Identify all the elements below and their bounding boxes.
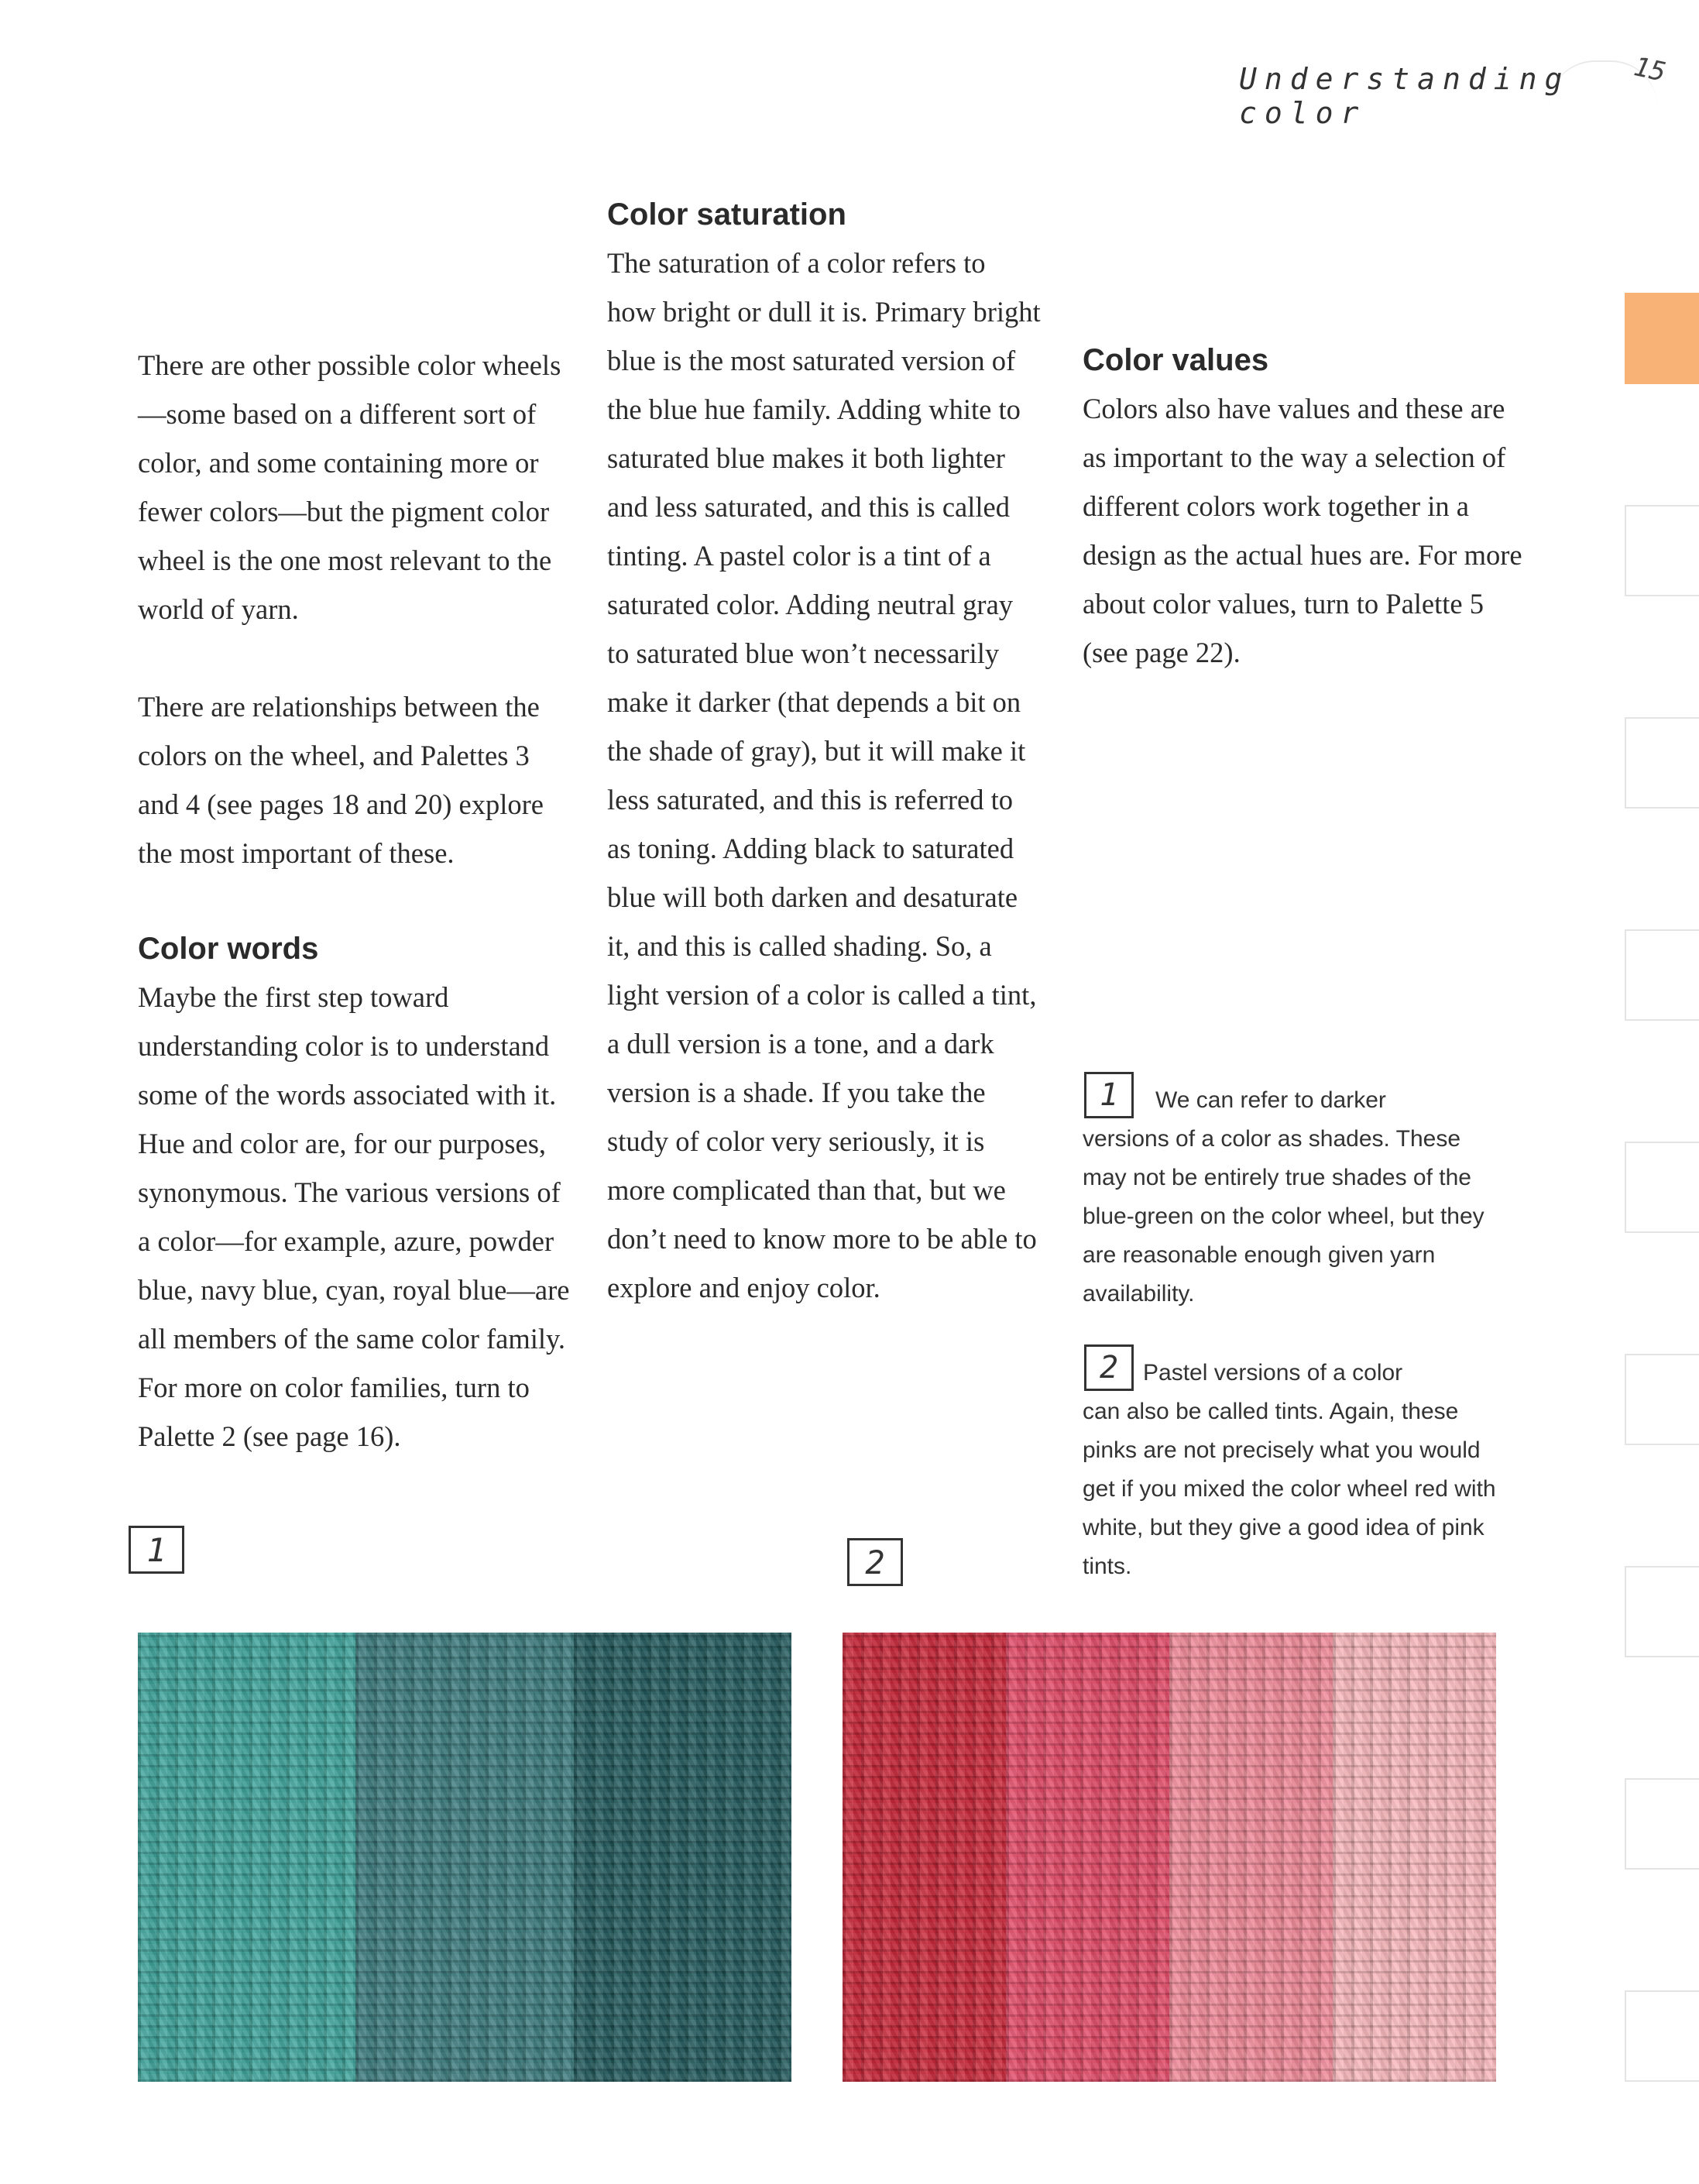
chapter-tab[interactable] [1625,505,1699,596]
chapter-tab[interactable] [1625,1566,1699,1657]
body-paragraph: Colors also have values and these are as important to the way a selection of different colors work together in a design as the actual hues are. For more about color values, turn to Palette 5 (see page 22). [1083,393,1522,668]
running-head: Understanding color [1239,62,1570,130]
body-paragraph: There are relationships between the colors on the wheel, and Palettes 3 and 4 (see pages 18 and 20) explore the most important of these. [138,691,544,869]
swatch-band [1006,1633,1169,2082]
caption-text: can also be called tints. Again, these pinks are not precisely what you would get if you mixed the color wheel red with white, but they give a good idea of pink tints. [1083,1399,1496,1579]
body-paragraph: There are other possible color wheels—some based on a different sort of color, and some containing more or fewer colors—but the pigment color wheel is the one most relevant to the world of yarn. [138,349,561,625]
left-column [138,341,571,1461]
right-column [1083,341,1532,677]
swatch-band [138,1633,355,2082]
body-paragraph: The saturation of a color refers to how bright or dull it is. Primary bright blue is the most saturated version of the blue hue family. Adding white to saturated blue makes it both lighter and less saturated, and this is called tinting. A pastel color is a tint of a saturated color. Adding neutral gray to saturated blue won’t necessarily make it darker (that depends a bit on the shade of gray), but it will make it less saturated, and this is referred to as toning. Adding black to saturated blue will both darken and desaturate it, and this is called shading. So, a light version of a color is called a tint, a dull version is a tone, and a dark version is a shade. If you take the study of color very seriously, it is more complicated than that, but we don’t need to know more to be able to explore and enjoy color. [607,247,1041,1303]
swatch-band [843,1633,1006,2082]
caption [1083,1354,1501,1586]
knit-swatch-blue-green-shades [138,1633,791,2082]
chapter-tab[interactable] [1625,717,1699,809]
swatch-band [355,1633,573,2082]
caption-number-box: 2 [1084,1344,1134,1391]
chapter-tab[interactable] [1625,1142,1699,1233]
image-label-box: 2 [847,1538,903,1586]
section-heading-color-values: Color values [1083,343,1269,377]
swatch-band [574,1633,791,2082]
caption [1083,1081,1501,1313]
image-label-box: 1 [129,1526,184,1574]
page-number: 15 [1631,51,1669,88]
caption-text: versions of a color as shades. These may not be entirely true shades of the blue-green on the color wheel, but they are reasonable enough given yarn availability. [1083,1126,1484,1307]
chapter-tab-active[interactable] [1625,293,1699,384]
swatch-band [1169,1633,1333,2082]
caption-first-line: Pastel versions of a color [1143,1360,1403,1386]
section-heading-color-words: Color words [138,932,319,966]
chapter-tab[interactable] [1625,929,1699,1021]
chapter-tab[interactable] [1625,1354,1699,1445]
knit-swatch-pink-tints [843,1633,1496,2082]
section-heading-color-saturation: Color saturation [607,197,846,232]
middle-column [607,195,1041,1312]
body-paragraph: Maybe the first step toward understanding color is to understand some of the words associated with it. Hue and color are, for our purposes, synonymous. The various versions of a color—for example, azure, powder blue, navy blue, cyan, royal blue—are all members of the same color family. For more on color families, turn to Palette 2 (see page 16). [138,981,570,1452]
caption-number-box: 1 [1084,1072,1134,1118]
chapter-tab[interactable] [1625,1990,1699,2082]
caption-first-line: We can refer to darker [1155,1087,1386,1113]
chapter-tab[interactable] [1625,1778,1699,1870]
swatch-band [1333,1633,1496,2082]
